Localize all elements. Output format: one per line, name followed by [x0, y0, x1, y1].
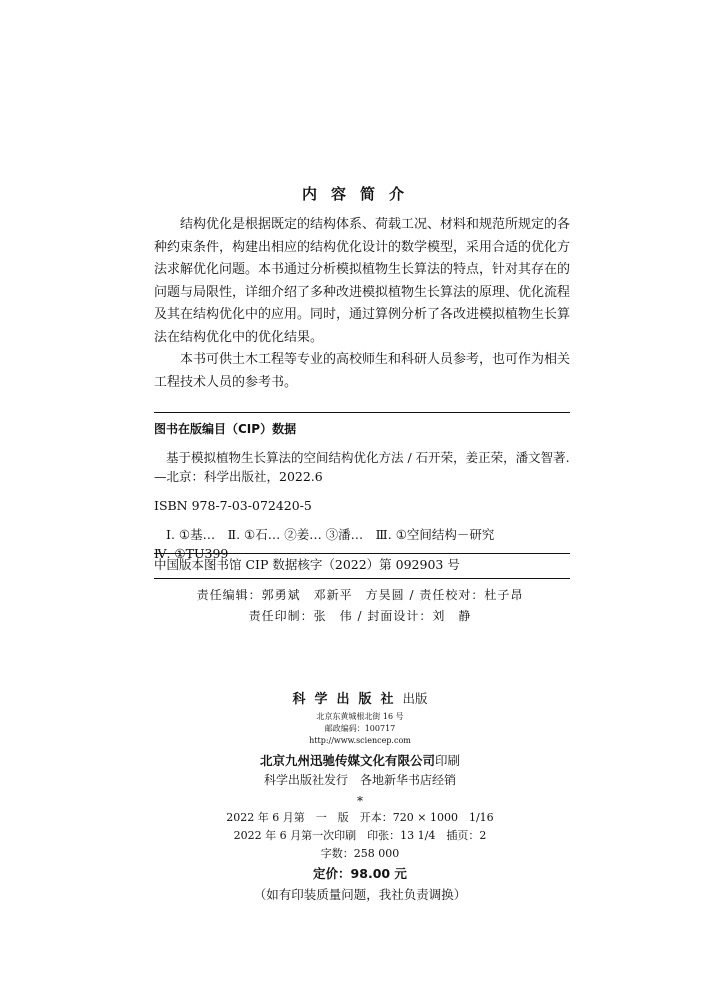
- intro-section: [154, 214, 570, 394]
- edition-info: 2022 年 6 月第 一 版 开本：720 × 1000 1/16: [226, 811, 494, 824]
- cip-record: 基于模拟植物生长算法的空间结构优化方法 / 石开荣，姜正荣，潘文智著. —北京：科学出版社，2022.6: [154, 450, 570, 484]
- printer-suffix: 印刷: [435, 753, 461, 768]
- staff-line: 责任印制：张 伟 / 封面设计：刘 静: [248, 609, 472, 623]
- cip-bottom-rule: [154, 578, 570, 579]
- cip-classification: Ⅰ. ①基… Ⅱ. ①石… ②姜… ③潘… Ⅲ. ①空间结构－研究: [166, 527, 495, 542]
- staff-credits: [0, 585, 720, 627]
- printer-name: 北京九州迅驰传媒文化有限公司: [259, 753, 435, 768]
- cip-mid-rule: [154, 553, 570, 554]
- cip-classification: Ⅳ. ①TU399: [154, 546, 229, 561]
- publisher-block: [0, 688, 720, 905]
- cip-top-rule: [154, 412, 570, 413]
- cip-isbn: ISBN 978-7-03-072420-5: [154, 498, 312, 513]
- page-title: 内容简介: [301, 185, 418, 203]
- intro-paragraph: 本书可供土木工程等专业的高校师生和科研人员参考，也可作为相关工程技术人员的参考书。: [154, 352, 571, 390]
- separator-star: *: [357, 794, 363, 808]
- publisher-postcode: 邮政编码：100717: [324, 724, 396, 733]
- quality-note: （如有印装质量问题，我社负责调换）: [253, 887, 467, 902]
- word-count: 字数：258 000: [320, 847, 400, 860]
- cip-heading: 图书在版编目（CIP）数据: [154, 422, 297, 436]
- publisher-url: http://www.sciencep.com: [309, 736, 411, 745]
- publisher-line: [0, 688, 720, 707]
- cip-block: [154, 420, 570, 568]
- price: 定价：98.00 元: [313, 866, 407, 881]
- publisher-suffix: 出版: [402, 691, 428, 706]
- intro-paragraph: 结构优化是根据既定的结构体系、荷载工况、材料和规范所规定的各种约束条件，构建出相应的结构优化设计的数学模型，采用合适的优化方法求解优化问题。本书通过分析模拟植物生长算法的特点，针对其存在的问题与局限性，详细介绍了多种改进模拟植物生长算法的原理、优化流程及其在结构优化中的应用。同时，通过算例分析了各改进模拟植物生长算法在结构优化中的优化结果。: [154, 217, 571, 345]
- cip-number-row: [154, 555, 570, 579]
- distribution: 科学出版社发行 各地新华书店经销: [263, 773, 456, 787]
- staff-line: 责任编辑：郭勇斌 邓新平 方昊圆 / 责任校对：杜子昂: [196, 588, 524, 602]
- printer-line: [0, 751, 720, 769]
- edition-info: 2022 年 6 月第一次印刷 印张：13 1/4 插页：2: [233, 829, 487, 842]
- cip-number: 中国版本图书馆 CIP 数据核字（2022）第 092903 号: [154, 557, 460, 572]
- publisher-address: 北京东黄城根北街 16 号: [316, 712, 404, 721]
- publisher-name: 科学出版社: [292, 692, 403, 707]
